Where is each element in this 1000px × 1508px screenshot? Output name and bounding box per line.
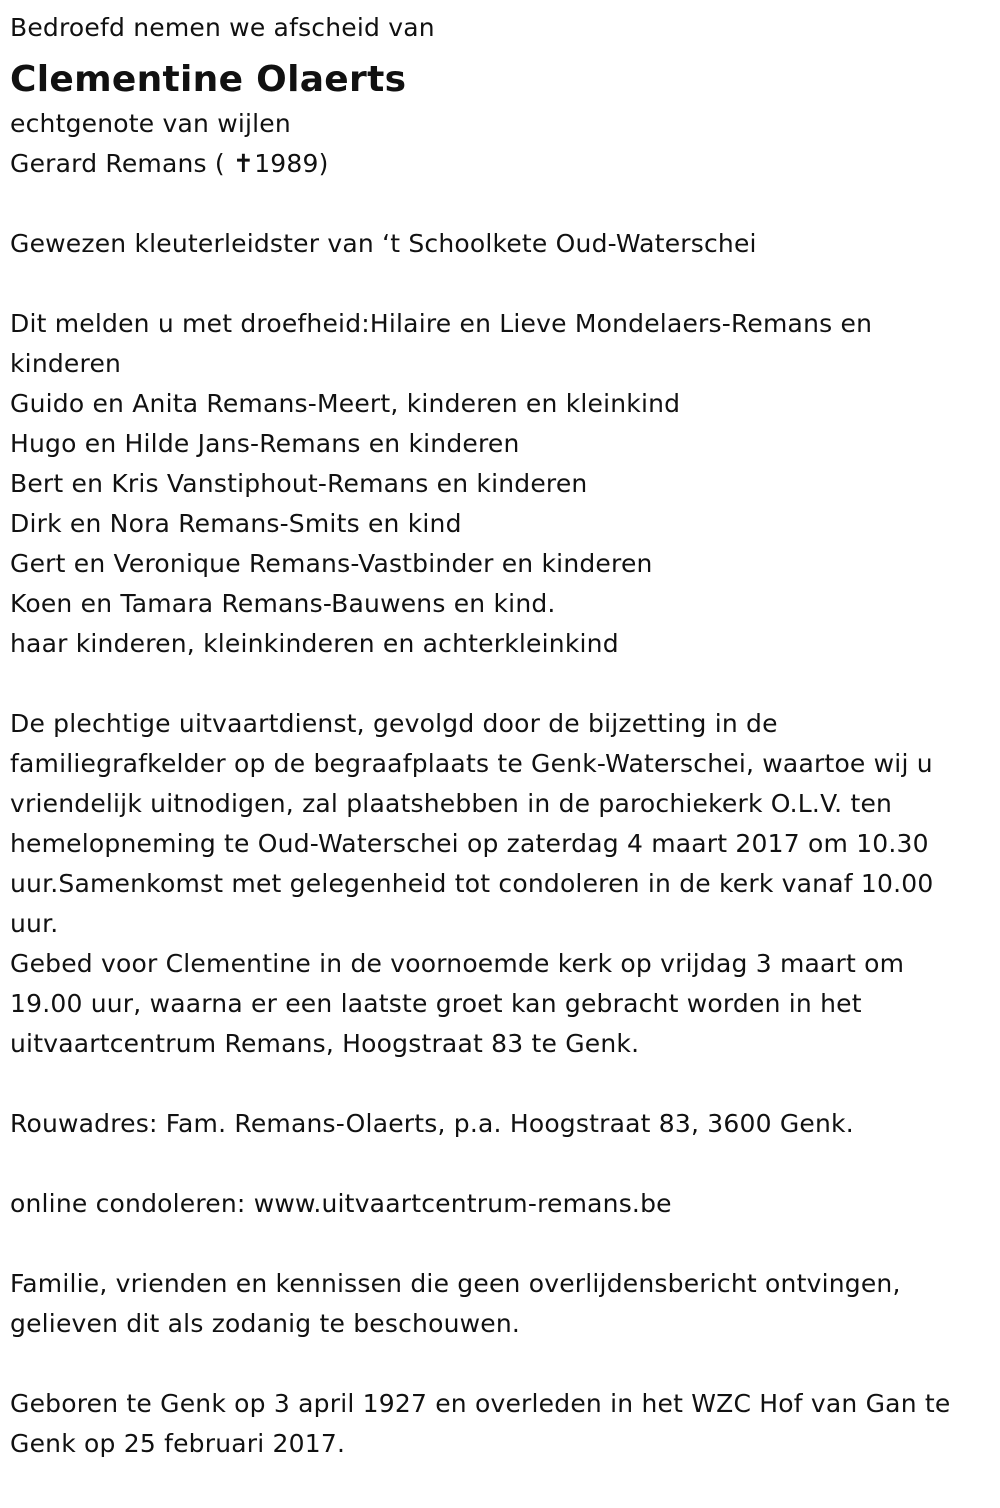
spouse-death-year: 1989)	[254, 149, 329, 178]
mourning-address: Rouwadres: Fam. Remans-Olaerts, p.a. Hoogstraat 83, 3600 Genk.	[10, 1109, 854, 1138]
family-line: Gert en Veronique Remans-Vastbinder en kinderen	[10, 549, 653, 578]
spacer	[10, 1224, 990, 1264]
family-line: Dit melden u met droefheid:Hilaire en Lieve Mondelaers-Remans en	[10, 309, 873, 338]
cross-icon: ✝	[233, 149, 255, 178]
notice-line: gelieven dit als zodanig te beschouwen.	[10, 1309, 521, 1338]
ceremony-line: vriendelijk uitnodigen, zal plaatshebben in de parochiekerk O.L.V. ten	[10, 789, 893, 818]
obituary-notice	[10, 8, 990, 1464]
ceremony-line: uur.Samenkomst met gelegenheid tot condoleren in de kerk vanaf 10.00	[10, 869, 934, 898]
ceremony-line: uur.	[10, 909, 59, 938]
spouse-name: Gerard Remans (	[10, 149, 234, 178]
notice-text	[10, 1264, 990, 1344]
spacer	[10, 1144, 990, 1184]
spouse-line-2	[10, 144, 990, 184]
ceremony-line: 19.00 uur, waarna er een laatste groet kan gebracht worden in het	[10, 989, 862, 1018]
ceremony-details	[10, 704, 990, 1064]
notice-line: Familie, vrienden en kennissen die geen overlijdensbericht ontvingen,	[10, 1269, 901, 1298]
ceremony-line: hemelopneming te Oud-Waterschei op zaterdag 4 maart 2017 om 10.30	[10, 829, 929, 858]
ceremony-line: familiegrafkelder op de begraafplaats te Genk-Waterschei, waartoe wij u	[10, 749, 933, 778]
family-line: Koen en Tamara Remans-Bauwens en kind.	[10, 589, 556, 618]
family-line: Dirk en Nora Remans-Smits en kind	[10, 509, 462, 538]
family-line: Guido en Anita Remans-Meert, kinderen en kleinkind	[10, 389, 681, 418]
occupation-text: Gewezen kleuterleidster van ‘t Schoolkete Oud-Waterschei	[10, 229, 757, 258]
intro-text: Bedroefd nemen we afscheid van	[10, 13, 435, 42]
spacer	[10, 1344, 990, 1384]
ceremony-line: De plechtige uitvaartdienst, gevolgd door de bijzetting in de	[10, 709, 778, 738]
spacer	[10, 264, 990, 304]
birth-death-line: Geboren te Genk op 3 april 1927 en overleden in het WZC Hof van Gan te	[10, 1389, 951, 1418]
family-line: kinderen	[10, 349, 122, 378]
family-line: haar kinderen, kleinkinderen en achterkleinkind	[10, 629, 619, 658]
ceremony-line: uitvaartcentrum Remans, Hoogstraat 83 te Genk.	[10, 1029, 640, 1058]
family-line: Bert en Kris Vanstiphout-Remans en kinderen	[10, 469, 588, 498]
deceased-name: Clementine Olaerts	[10, 59, 407, 100]
spacer	[10, 664, 990, 704]
birth-death-line: Genk op 25 februari 2017.	[10, 1429, 346, 1458]
family-list	[10, 304, 990, 664]
spacer	[10, 1064, 990, 1104]
ceremony-line: Gebed voor Clementine in de voornoemde kerk op vrijdag 3 maart om	[10, 949, 905, 978]
spouse-line-1: echtgenote van wijlen	[10, 109, 291, 138]
family-line: Hugo en Hilde Jans-Remans en kinderen	[10, 429, 520, 458]
birth-death-text	[10, 1384, 990, 1464]
spacer	[10, 184, 990, 224]
online-condolences: online condoleren: www.uitvaartcentrum-remans.be	[10, 1189, 672, 1218]
